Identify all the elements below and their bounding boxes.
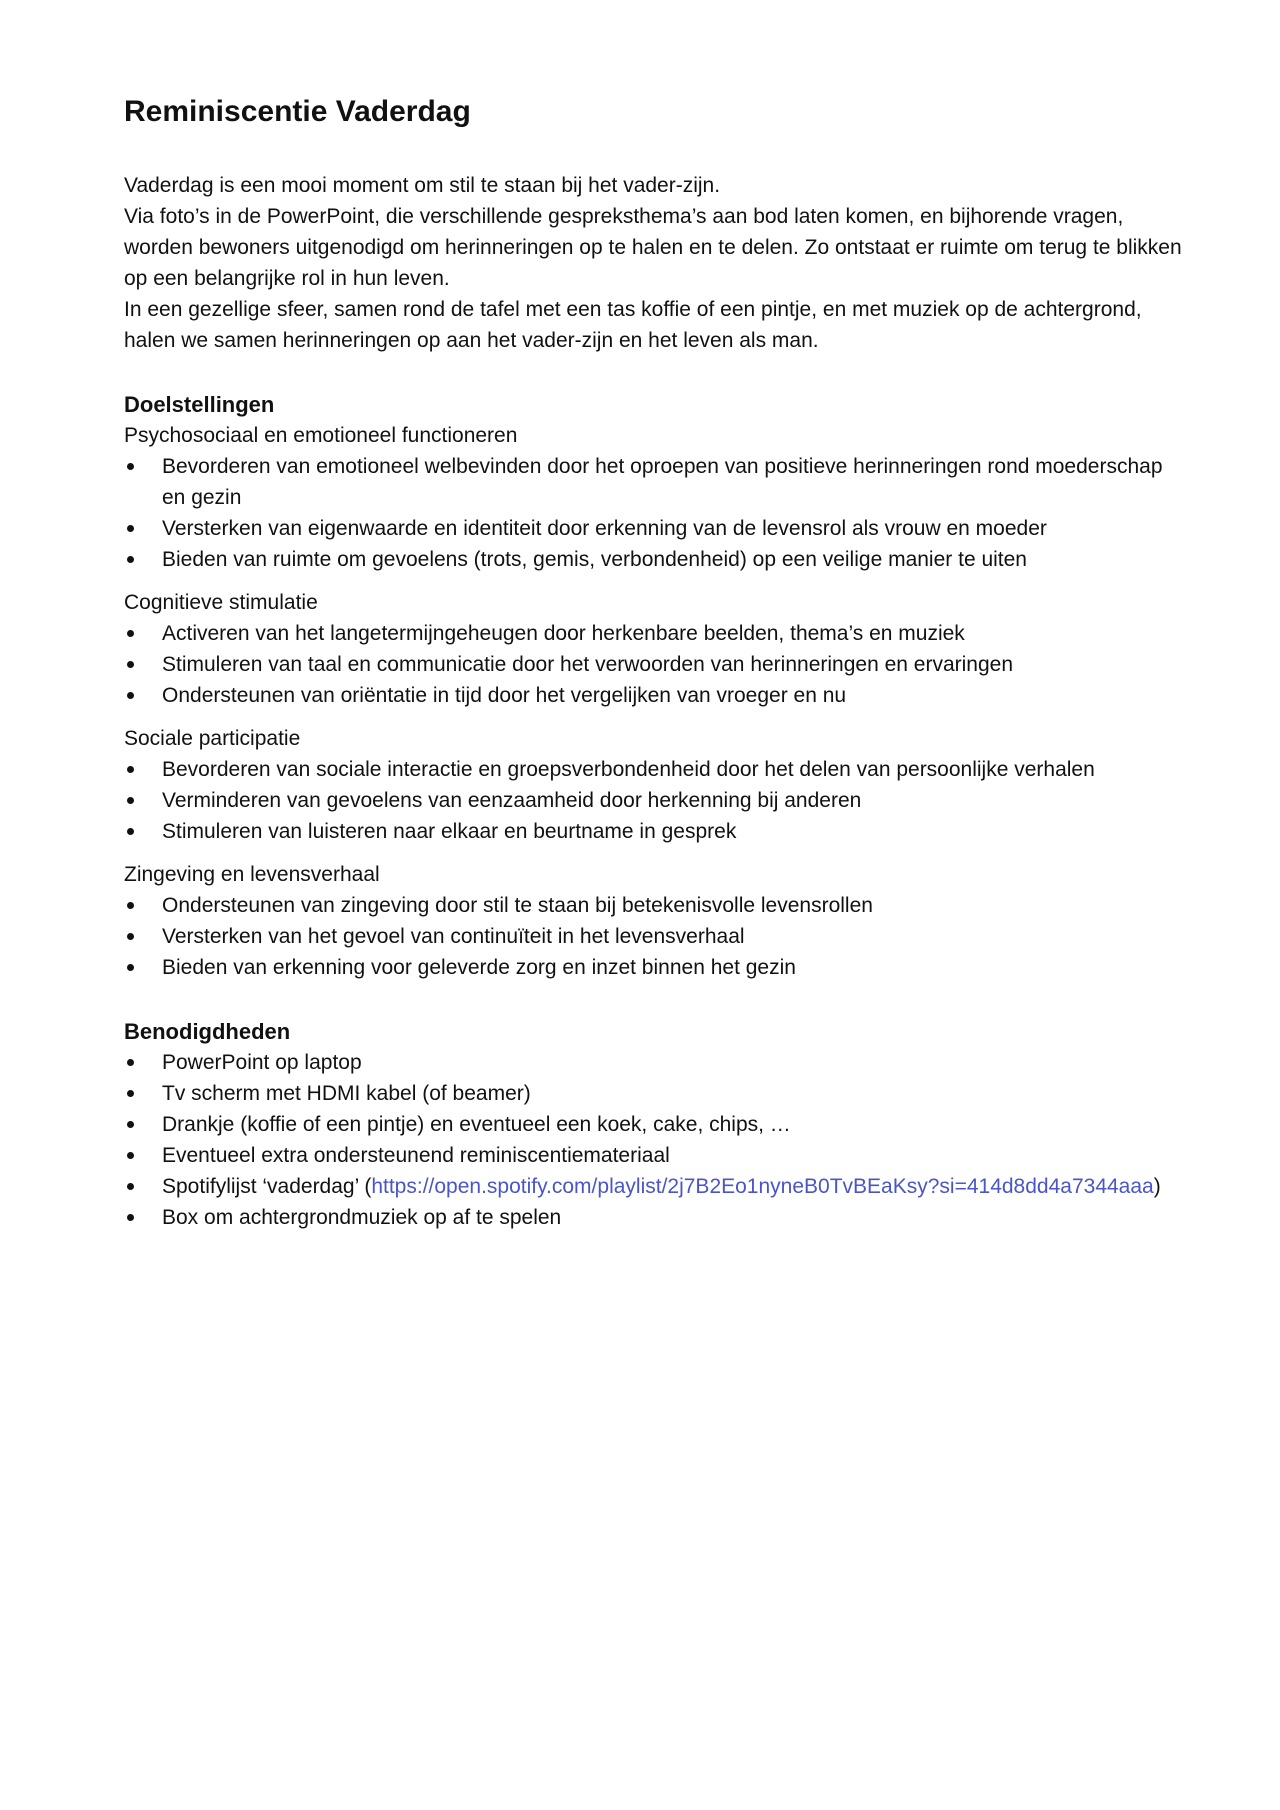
spotify-suffix: )	[1153, 1175, 1161, 1198]
objective-list	[124, 451, 1184, 575]
document-title: Reminiscentie Vaderdag	[124, 95, 471, 128]
objective-group	[124, 859, 1184, 983]
spotify-prefix: Spotifylijst ‘vaderdag’ (	[162, 1175, 372, 1198]
list-item	[124, 1047, 1184, 1078]
list-item	[124, 618, 1184, 649]
objective-group-title: Psychosociaal en emotioneel functioneren	[124, 424, 518, 447]
list-item	[124, 921, 1184, 952]
intro-paragraph: Via foto’s in de PowerPoint, die verschillende gespreksthema’s aan bod laten komen, en bijhorende vragen, worden bewoners uitgenodigd om herinneringen op te halen en te delen. Zo ontstaat er ruimte om terug te blikken op een belangrijke rol in hun leven.	[124, 205, 1182, 290]
list-item-text: Box om achtergrondmuziek op af te spelen	[162, 1206, 562, 1229]
list-item	[124, 451, 1184, 513]
intro-paragraph: Vaderdag is een mooi moment om stil te staan bij het vader-zijn.	[124, 174, 721, 197]
list-item-text: Activeren van het langetermijngeheugen door herkenbare beelden, thema’s en muziek	[162, 622, 965, 645]
objective-group-title: Cognitieve stimulatie	[124, 591, 318, 614]
list-item-text: Bevorderen van emotioneel welbevinden door het oproepen van positieve herinneringen rond moederschap en gezin	[162, 455, 1163, 509]
objective-group-title: Zingeving en levensverhaal	[124, 863, 380, 886]
list-item-text: Tv scherm met HDMI kabel (of beamer)	[162, 1082, 531, 1105]
supplies-list	[124, 1047, 1184, 1233]
objective-group	[124, 420, 1184, 575]
objective-list	[124, 754, 1184, 847]
list-item	[124, 680, 1184, 711]
objective-group	[124, 723, 1184, 847]
objective-group-title: Sociale participatie	[124, 727, 301, 750]
list-item-text: Drankje (koffie of een pintje) en eventueel een koek, cake, chips, …	[162, 1113, 791, 1136]
doelstellingen-heading: Doelstellingen	[124, 392, 275, 417]
list-item-text: Eventueel extra ondersteunend reminiscentiemateriaal	[162, 1144, 670, 1167]
list-item-spotify	[124, 1171, 1184, 1202]
benodigdheden-heading: Benodigdheden	[124, 1019, 291, 1044]
list-item	[124, 1109, 1184, 1140]
objective-group	[124, 587, 1184, 711]
list-item	[124, 649, 1184, 680]
list-item-text: Bieden van erkenning voor geleverde zorg en inzet binnen het gezin	[162, 956, 796, 979]
list-item-text: Stimuleren van taal en communicatie door het verwoorden van herinneringen en ervaringen	[162, 653, 1014, 676]
list-item-text: Ondersteunen van zingeving door stil te staan bij betekenisvolle levensrollen	[162, 894, 873, 917]
list-item	[124, 1078, 1184, 1109]
list-item	[124, 890, 1184, 921]
list-item-text: Stimuleren van luisteren naar elkaar en beurtname in gesprek	[162, 820, 737, 843]
list-item	[124, 816, 1184, 847]
list-item-text: PowerPoint op laptop	[162, 1051, 362, 1074]
list-item-text: Bevorderen van sociale interactie en groepsverbondenheid door het delen van persoonlijke verhalen	[162, 758, 1095, 781]
intro-paragraph: In een gezellige sfeer, samen rond de tafel met een tas koffie of een pintje, en met muziek op de achtergrond, halen we samen herinneringen op aan het vader-zijn en het leven als man.	[124, 298, 1142, 352]
list-item-text: Verminderen van gevoelens van eenzaamheid door herkenning bij anderen	[162, 789, 862, 812]
list-item	[124, 952, 1184, 983]
list-item	[124, 1202, 1184, 1233]
list-item	[124, 1140, 1184, 1171]
spotify-playlist-link[interactable]: https://open.spotify.com/playlist/2j7B2Eo1nyneB0TvBEaKsy?si=414d8dd4a7344aaa	[371, 1175, 1154, 1198]
list-item-text: Bieden van ruimte om gevoelens (trots, gemis, verbondenheid) op een veilige manier te uiten	[162, 548, 1027, 571]
objective-list	[124, 618, 1184, 711]
objective-list	[124, 890, 1184, 983]
document-page	[124, 92, 1184, 1233]
list-item	[124, 785, 1184, 816]
list-item-text: Ondersteunen van oriëntatie in tijd door het vergelijken van vroeger en nu	[162, 684, 847, 707]
list-item-text: Versterken van het gevoel van continuïteit in het levensverhaal	[162, 925, 745, 948]
list-item-text: Versterken van eigenwaarde en identiteit door erkenning van de levensrol als vrouw en moeder	[162, 517, 1047, 540]
intro-paragraphs	[124, 170, 1184, 356]
list-item	[124, 544, 1184, 575]
list-item	[124, 754, 1184, 785]
list-item	[124, 513, 1184, 544]
